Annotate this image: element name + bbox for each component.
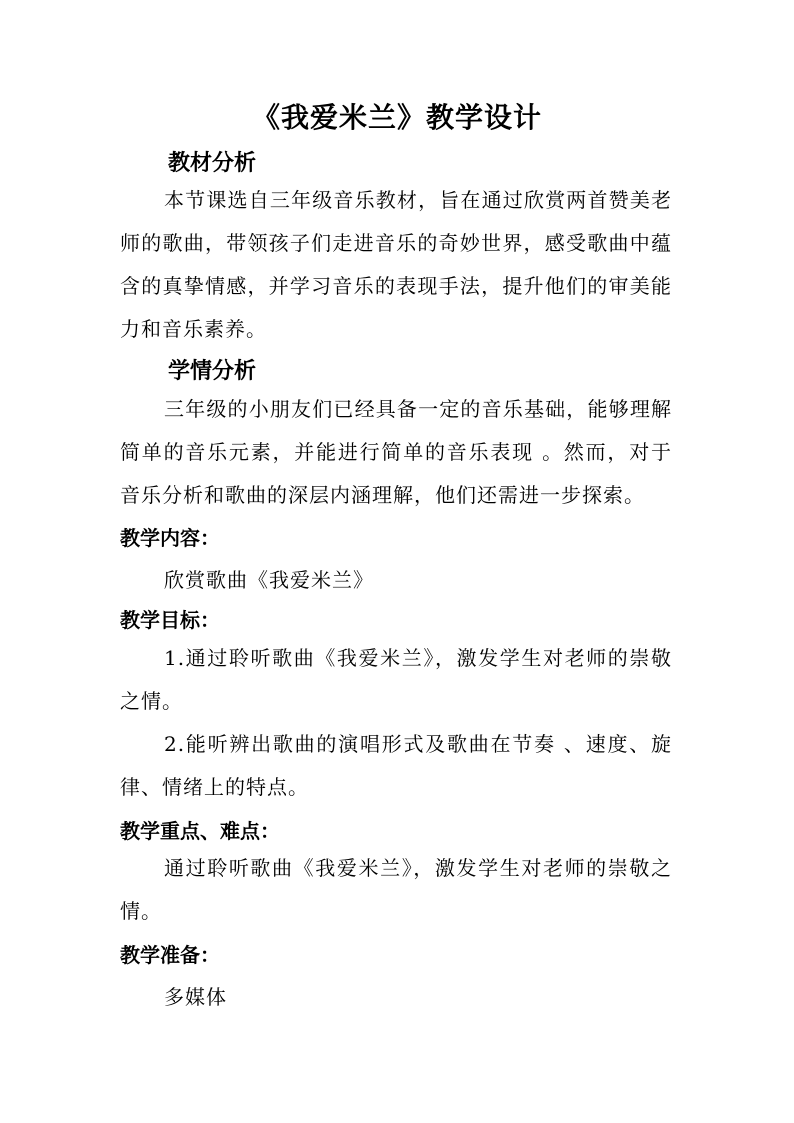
teaching-content-text: 欣赏歌曲《我爱米兰》 — [164, 568, 374, 592]
preparation-heading: 教学准备： — [120, 943, 220, 967]
preparation-text: 多媒体 — [164, 985, 227, 1009]
learner-analysis-text: 三年级的小朋友们已经具备一定的音乐基础，能够理解简单的音乐元素，并能进行简单的音乐表现 。然而，对于音乐分析和歌曲的深层内涵理解，他们还需进一步探索。 — [120, 397, 672, 507]
learner-analysis-heading: 学情分析 — [168, 359, 257, 384]
key-points-text: 通过聆听歌曲《我爱米兰》，激发学生对老师的崇敬之情。 — [120, 856, 672, 923]
objective-item-2: 2.能听辨出歌曲的演唱形式及歌曲在节奏 、速度、旋律、情绪上的特点。 — [120, 732, 672, 799]
document-title: 《我爱米兰》教学设计 — [251, 101, 542, 134]
material-analysis-heading: 教材分析 — [168, 151, 257, 176]
material-analysis-text: 本节课选自三年级音乐教材，旨在通过欣赏两首赞美老师的歌曲，带领孩子们走进音乐的奇妙世界，感受歌曲中蕴含的真挚情感，并学习音乐的表现手法，提升他们的审美能力和音乐素养。 — [120, 188, 672, 341]
key-points-heading: 教学重点、难点： — [120, 819, 280, 843]
teaching-objectives-heading: 教学目标： — [120, 608, 220, 632]
objective-item-1: 1.通过聆听歌曲《我爱米兰》，激发学生对老师的崇敬之情。 — [120, 646, 672, 713]
teaching-content-heading: 教学内容： — [120, 526, 220, 550]
